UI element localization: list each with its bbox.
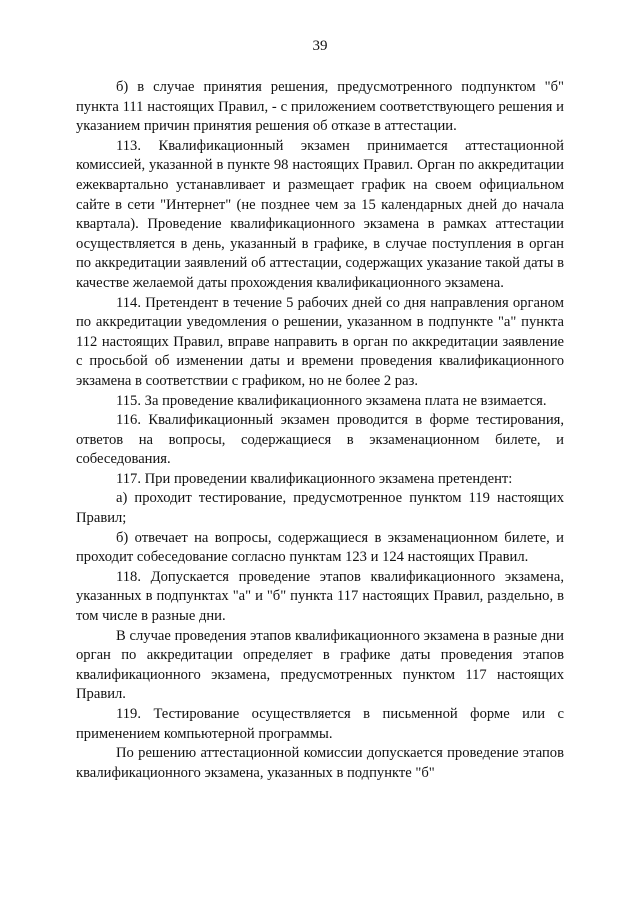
paragraph-116: 116. Квалификационный экзамен проводится в форме тестирования, ответов на вопросы, содержащиеся в экзаменационном билете, и собеседования. [76,412,564,468]
paragraph-118: 118. Допускается проведение этапов квалификационного экзамена, указанных в подпунктах "а" и "б" пункта 117 настоящих Правил, раздельно, в том числе в разные дни. [76,568,564,625]
paragraph-subitem-b-111: б) в случае принятия решения, предусмотренного подпунктом "б" пункта 111 настоящих Правил, - с приложением соответствующего решения и указанием причин принятия решения об отказе в аттестации. [76,79,564,135]
paragraph-117: 117. При проведении квалификационного экзамена претендент: [116,470,513,487]
page-number: 39 [312,38,328,54]
paragraph-118-continued: В случае проведения этапов квалификационного экзамена в разные дни орган по аккредитации определяет в графике даты проведения этапов квалификационного экзамена, предусмотренных пунктом 117 настоящих Правил. [76,627,564,703]
paragraph-119-continued: По решению аттестационной комиссии допускается проведение этапов квалификационного экзамена, указанных в подпункте "б" [76,745,564,781]
paragraph-117-a: а) проходит тестирование, предусмотренное пунктом 119 настоящих Правил; [76,490,564,527]
paragraph-115: 115. За проведение квалификационного экзамена плата не взимается. [116,392,547,409]
paragraph-114: 114. Претендент в течение 5 рабочих дней со дня направления органом по аккредитации уведомления о решении, указанном в подпункте "а" пункта 112 настоящих Правил, вправе направить в орган по аккредитации заявление с просьбой об изменении даты и времени проведения квалификационного экзамена в соответствии с графиком, но не более 2 раз. [76,294,564,389]
paragraph-117-b: б) отвечает на вопросы, содержащиеся в экзаменационном билете, и проходит собеседование согласно пунктам 123 и 124 настоящих Правил. [76,529,564,566]
paragraph-113: 113. Квалификационный экзамен принимается аттестационной комиссией, указанной в пункте 98 настоящих Правил. Орган по аккредитации ежеквартально устанавливает и размещает график на своем официальном сайте в сети "Интернет" (не позднее чем за 15 календарных дней до начала квартала). Проведение квалификационного экзамена в рамках аттестации осуществляется в день, указанный в графике, в случае поступления в орган по аккредитации заявлений об аттестации, содержащих указание такой даты в качестве желаемой даты прохождения квалификационного экзамена. [76,137,564,291]
document-body [76,78,564,783]
paragraph-119: 119. Тестирование осуществляется в письменной форме или с применением компьютерной программы. [76,706,564,742]
